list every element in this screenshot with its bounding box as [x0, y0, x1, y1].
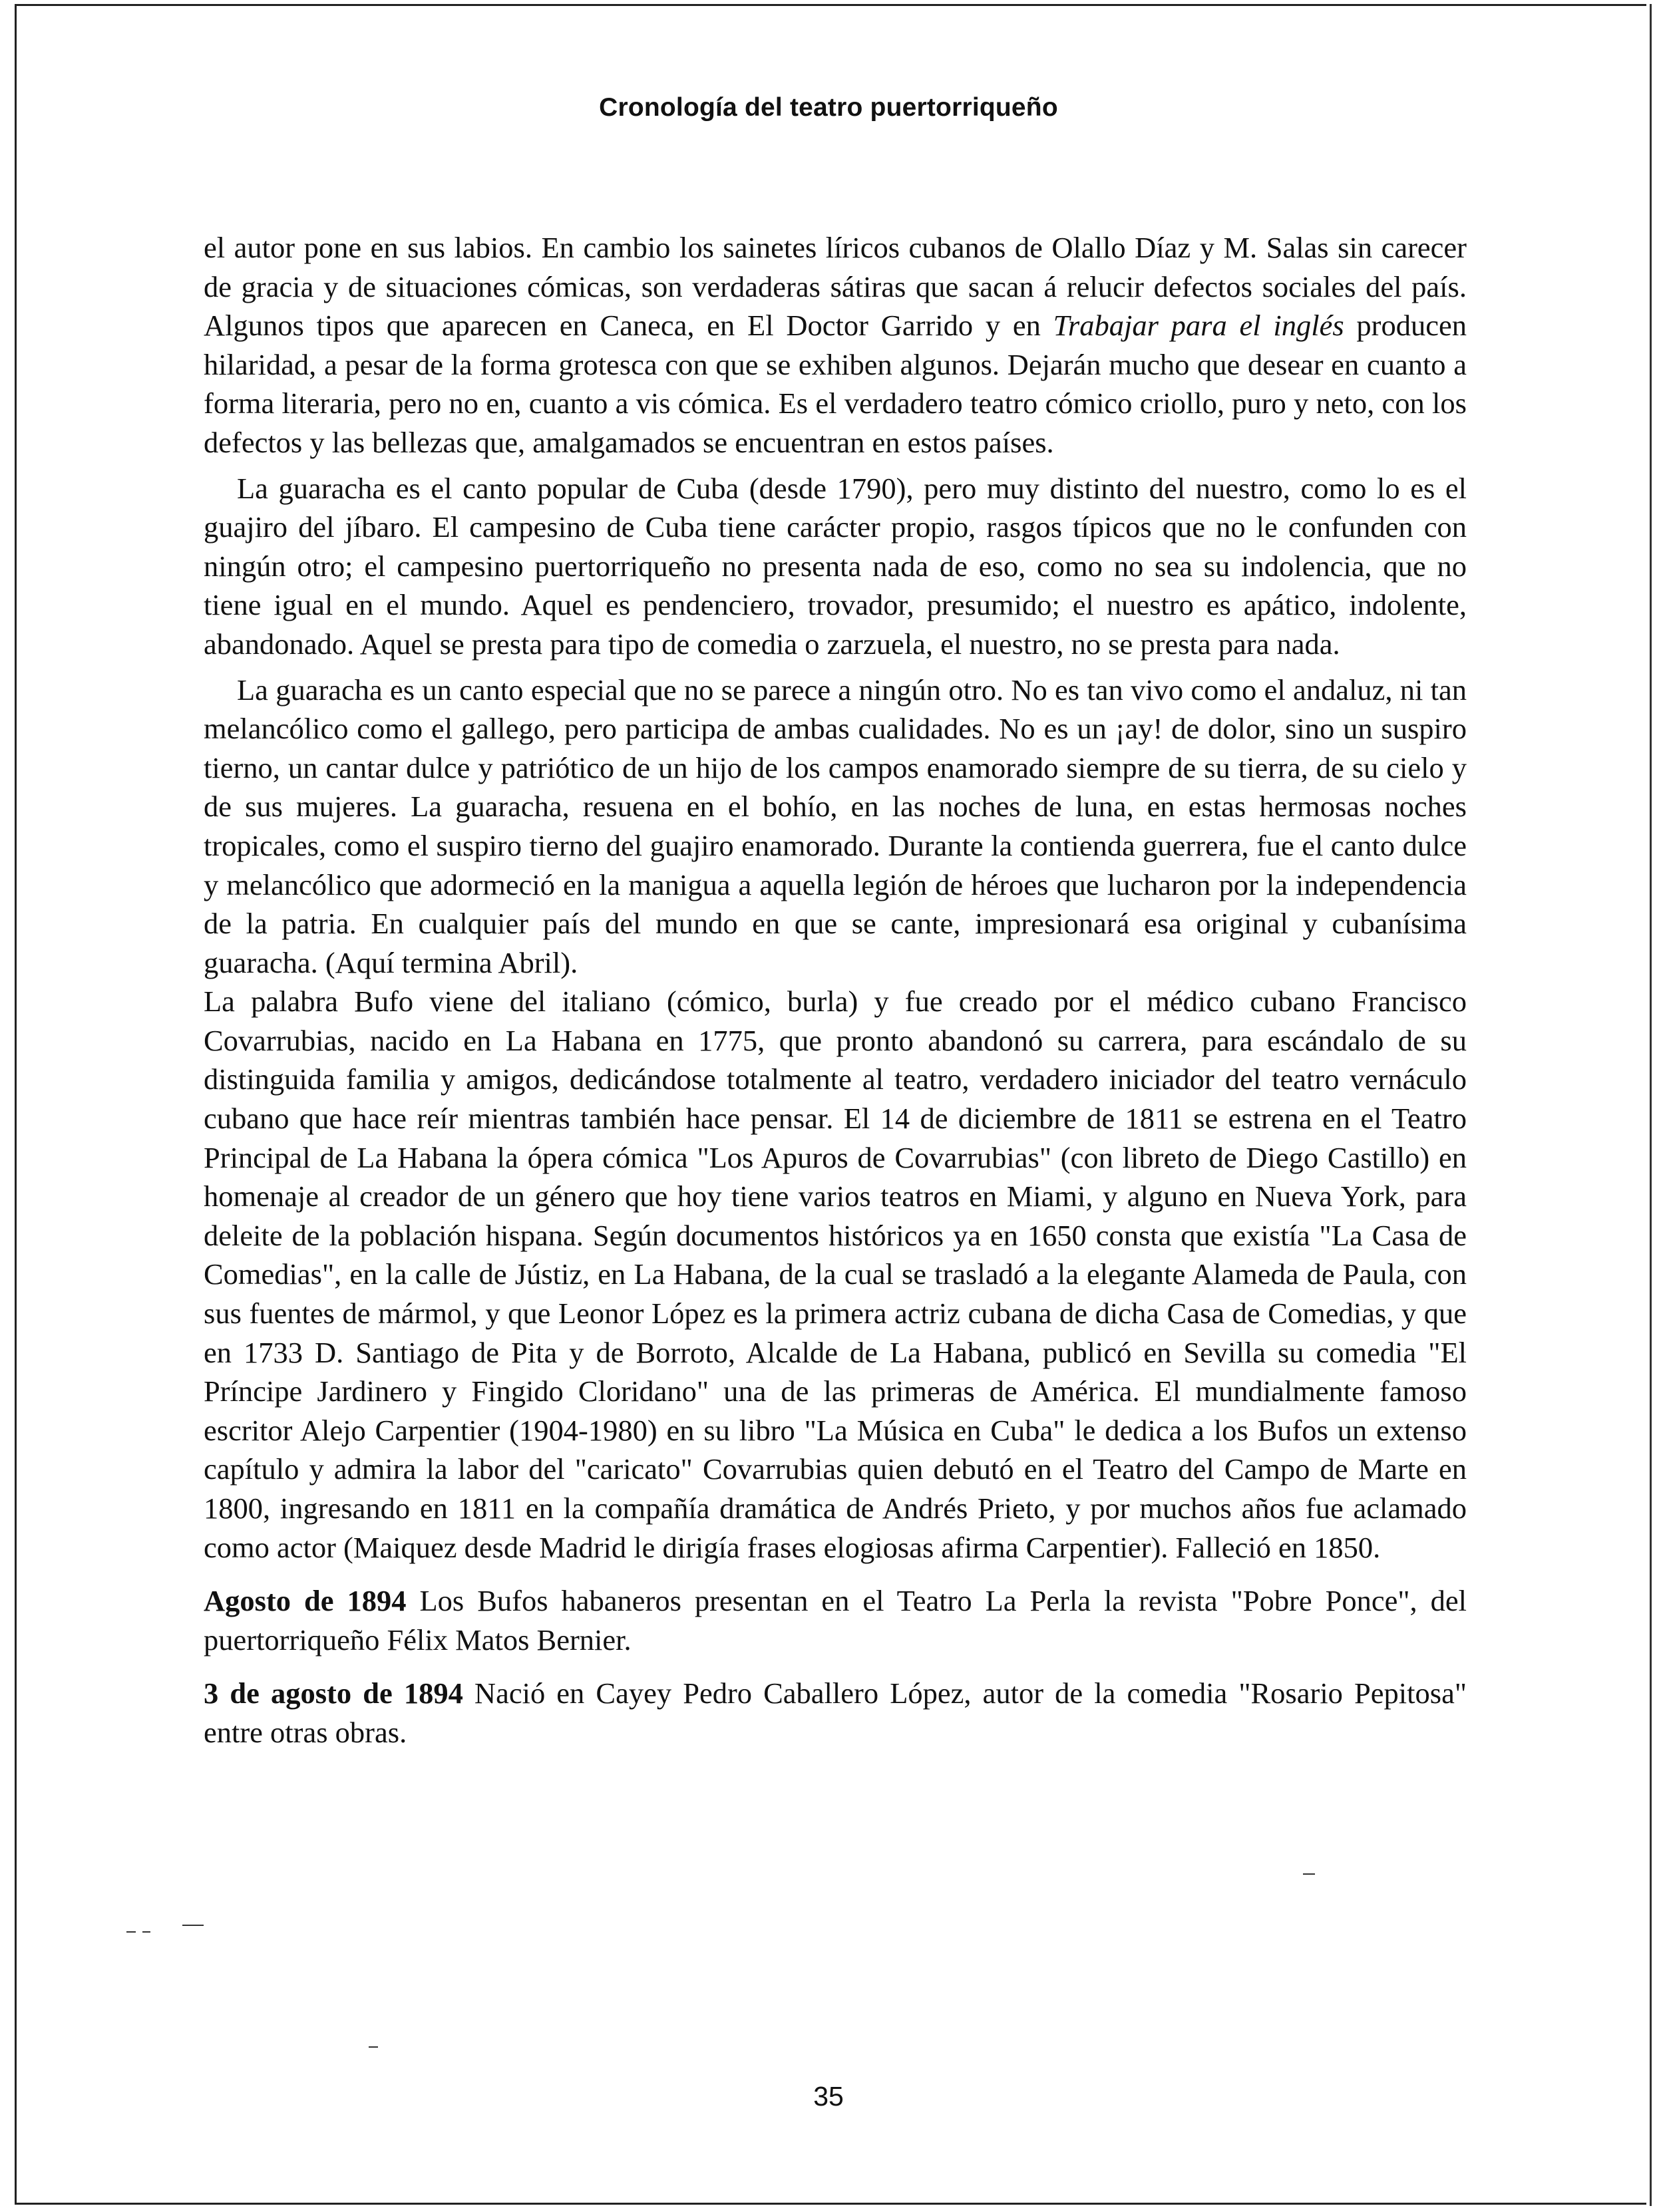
body-text [204, 228, 1467, 1752]
entry-text: Nació en Cayey Pedro Caballero López, autor de la comedia "Rosario Pepitosa" entre otras obras. [204, 1676, 1467, 1749]
entry-3-agosto-1894 [204, 1674, 1467, 1752]
paragraph-text: el autor pone en sus labios. En cambio los sainetes líricos cubanos de Olallo Díaz y M. Salas sin carecer de gracia y de situaciones cómicas, son verdaderas sátiras que sacan á relucir defectos sociales del país. Algunos tipos que aparecen en Caneca, en El Doctor Garrido y en [204, 231, 1467, 343]
page-number: 35 [813, 2081, 844, 2112]
paragraph-guaracha-canto: La guaracha es un canto especial que no se parece a ningún otro. No es tan vivo como el andaluz, ni tan melancólico como el gallego, pero participa de ambas cualidades. No es un ¡ay! de dolor, sino un suspiro tierno, un cantar dulce y patriótico de un hijo de los campos enamorado siempre de su tierra, de su cielo y de sus mujeres. La guaracha, resuena en el bohío, en las noches de luna, en estas hermosas noches tropicales, como el suspiro tierno del guajiro enamorado. Durante la contienda guerrera, fue el canto dulce y melancólico que adormeció en la manigua a aquella legión de héroes que lucharon por la independencia de la patria. En cualquier país del mundo en que se cante, impresionará esa original y cubanísima guaracha. (Aquí termina Abril). [204, 673, 1467, 979]
paragraph-continued [204, 228, 1467, 462]
paragraph-bufo: La palabra Bufo viene del italiano (cómico, burla) y fue creado por el médico cubano Francisco Covarrubias, nacido en La Habana en 1775, que pronto abandonó su carrera, para escándalo de su distinguida familia y amigos, dedicándose totalmente al teatro, verdadero iniciador del teatro vernáculo cubano que hace reír mientras también hace pensar. El 14 de diciembre de 1811 se estrena en el Teatro Principal de La Habana la ópera cómica "Los Apuros de Covarrubias" (con libreto de Diego Castillo) en homenaje al creador de un género que hoy tiene varios teatros en Miami, y alguno en Nueva York, para deleite de la población hispana. Según documentos históricos ya en 1650 consta que existía "La Casa de Comedias", en la calle de Jústiz, en La Habana, de la cual se trasladó a la elegante Alameda de Paula, con sus fuentes de mármol, y que Leonor López es la primera actriz cubana de dicha Casa de Comedias, y que en 1733 D. Santiago de Pita y de Borroto, Alcalde de La Habana, publicó en Sevilla su comedia "El Príncipe Jardinero y Fingido Cloridano" una de las primeras de América. El mundialmente famoso escritor Alejo Carpentier (1904-1980) en su libro "La Música en Cuba" le dedica a los Bufos un extenso capítulo y admira la labor del "caricato" Covarrubias quien debutó en el Teatro del Campo de Marte en 1800, ingresando en 1811 en la compañía dramática de Andrés Prieto, y por muchos años fue aclamado como actor (Maiquez desde Madrid le dirigía frases elogiosas afirma Carpentier). Falleció en 1850. [204, 985, 1467, 1564]
entry-date: Agosto de 1894 [204, 1584, 407, 1618]
stray-mark [126, 1931, 136, 1933]
entry-text: Los Bufos habaneros presentan en el Teatro La Perla la revista "Pobre Ponce", del puertorriqueño Félix Matos Bernier. [204, 1584, 1467, 1657]
paragraph-guaracha-popular: La guaracha es el canto popular de Cuba (desde 1790), pero muy distinto del nuestro, como lo es el guajiro del jíbaro. El campesino de Cuba tiene carácter propio, rasgos típicos que no le confunden con ningún otro; el campesino puertorriqueño no presenta nada de eso, como no sea su indolencia, que no tiene igual en el mundo. Aquel es pendenciero, trovador, presumido; el nuestro es apático, indolente, abandonado. Aquel se presta para tipo de comedia o zarzuela, el nuestro, no se presta para nada. [204, 471, 1467, 661]
page-right-edge [1650, 4, 1652, 2206]
stray-mark [1303, 1873, 1315, 1875]
stray-mark [182, 1925, 204, 1926]
play-title-italic: Trabajar para el inglés [1053, 309, 1344, 343]
running-head: Cronología del teatro puertorriqueño [599, 93, 1058, 122]
paragraph-text: producen hilaridad, a pesar de la forma grotesca con que se exhiben algunos. Dejarán mucho que desear en cuanto a forma literaria, pero no en, cuanto a vis cómica. Es el verdadero teatro cómico criollo, puro y neto, con los defectos y las bellezas que, amalgamados se encuentran en estos países. [204, 309, 1467, 459]
entry-agosto-1894 [204, 1581, 1467, 1659]
stray-mark [142, 1931, 150, 1933]
stray-mark [369, 2046, 378, 2048]
entry-date: 3 de agosto de 1894 [204, 1676, 463, 1710]
